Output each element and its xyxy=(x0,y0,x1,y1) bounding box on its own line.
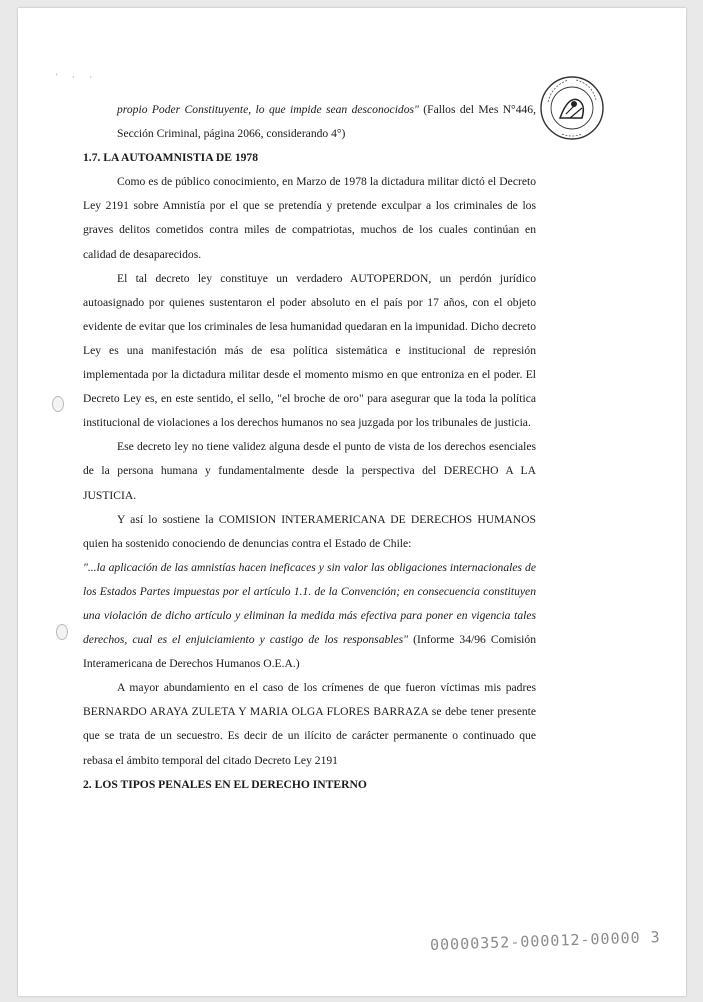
opening-paragraph xyxy=(117,98,536,146)
opening-quote-text: propio Poder Constituyente, lo que impide sean desconocidos" xyxy=(117,103,419,116)
paragraph-public-knowledge: Como es de público conocimiento, en Marzo de 1978 la dictadura militar dictó el Decreto Ley 2191 sobre Amnistía por el que se pretendía y pretende exculpar a los criminales de los graves delitos cometidos contra miles de compatriotas, muchos de los cuales continúan en calidad de desaparecidos. xyxy=(83,175,536,261)
paragraph-no-validity: Ese decreto ley no tiene validez alguna desde el punto de vista de los derechos esenciales de la persona humana y fundamentalmente desde la perspectiva del DERECHO A LA JUSTICIA. xyxy=(83,440,536,502)
paragraph-autoperdon: El tal decreto ley constituye un verdadero AUTOPERDON, un perdón jurídico autoasignado por quienes sustentaron el poder absoluto en el país por 17 años, con el objeto evidente de evitar que los criminales de lesa humanidad quedaran en la impunidad. Dicho decreto Ley es una manifestación más de esa política sistemática e institucional de represión implementada por la dictadura militar desde el momento mismo en que entroniza en el poder. El Decreto Ley es, en este sentido, el sello, "el broche de oro" para asegurar que la toda la política institucional de violaciones a los derechos humanos no sea juzgada por los tribunales de justicia. xyxy=(83,271,536,430)
circular-seal-stamp xyxy=(538,74,606,142)
paragraph-commission: Y así lo sostiene la COMISION INTERAMERICANA DE DERECHOS HUMANOS quien ha sostenido conociendo de denuncias contra el Estado de Chile: xyxy=(83,512,536,550)
scan-marks: ' · · xyxy=(56,72,99,82)
document-page xyxy=(18,8,686,996)
punch-hole-upper xyxy=(52,396,64,412)
paragraph-kidnapping: A mayor abundamiento en el caso de los crímenes de que fueron víctimas mis padres BERNARDO ARAYA ZULETA Y MARIA OLGA FLORES BARRAZA se debe tener presente que se trata de un secuestro. Es decir de un ilícito de carácter permanente o continuado que rebasa el ámbito temporal del citado Decreto Ley 2191 xyxy=(83,681,536,767)
commission-quote-citation: (Informe 34/96 Comisión Interamericana de Derechos Humanos O.E.A.) xyxy=(83,633,536,671)
document-body xyxy=(83,98,536,797)
punch-hole-lower xyxy=(56,624,68,640)
commission-quote-text: "...la aplicación de las amnistías hacen ineficaces y sin valor las obligaciones internacionales de los Estados Partes impuestas por el artículo 1.1. de la Convención; en consecuencia constituyen una violación de dicho artículo y eliminan la medida más efectiva para poner en vigencia tales derechos, cual es el enjuiciamiento y castigo de los responsables" xyxy=(83,560,536,647)
handwritten-document-number: 00000352-000012-00000 3 xyxy=(429,927,661,955)
section-heading-2: 2. LOS TIPOS PENALES EN EL DERECHO INTERNO xyxy=(83,777,367,791)
opening-citation: (Fallos del Mes N°446, Sección Criminal, página 2066, considerando 4°) xyxy=(117,103,536,141)
section-heading-1-7: 1.7. LA AUTOAMNISTIA DE 1978 xyxy=(83,151,259,165)
commission-quote xyxy=(83,556,536,676)
